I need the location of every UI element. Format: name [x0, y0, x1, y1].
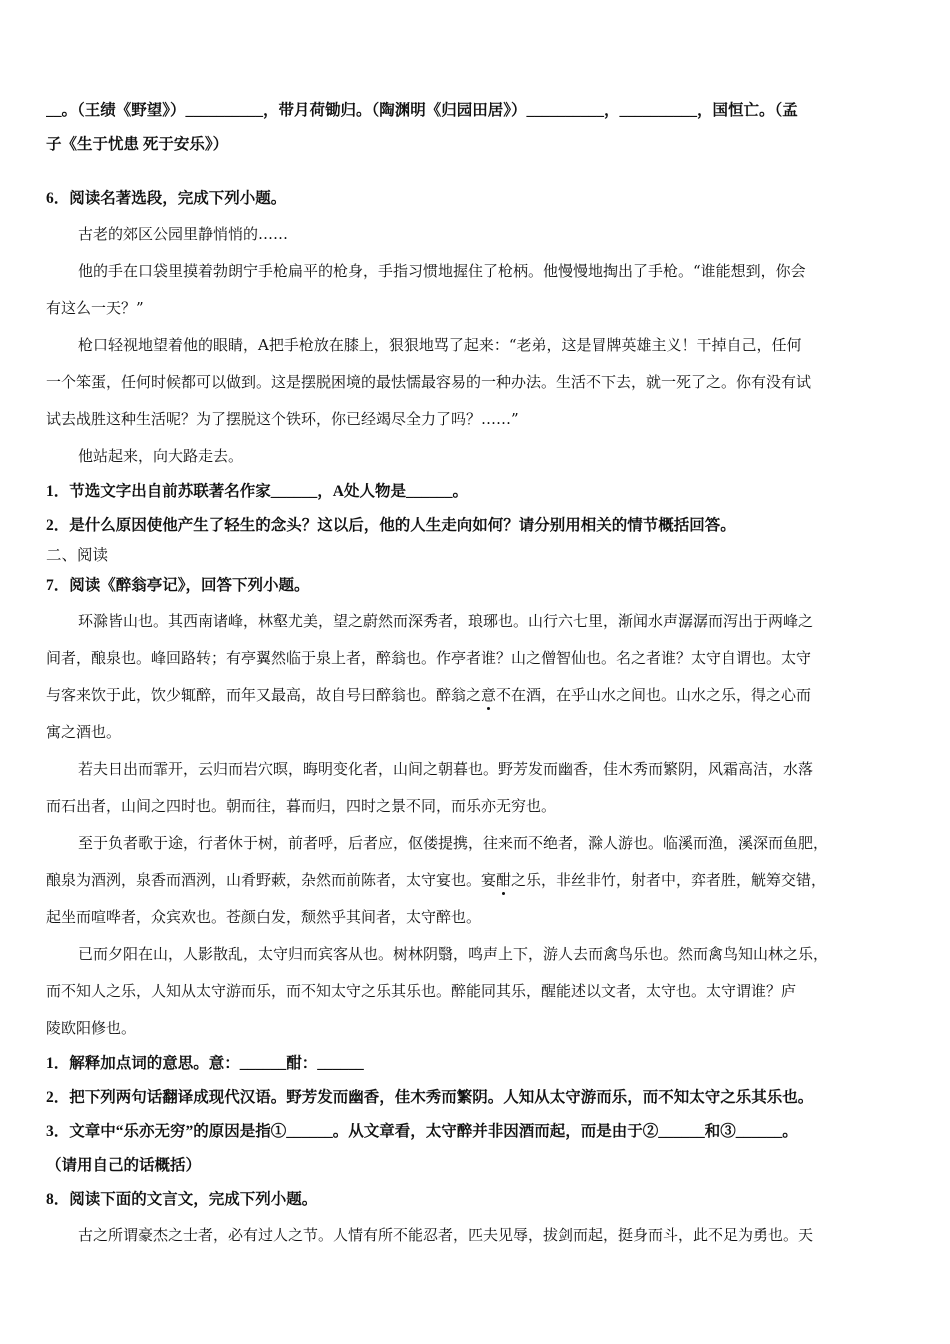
dotted-word-yi: 意 [481, 686, 497, 704]
q7-subquestion-1: 1．解释加点词的意思。意：______酣：______ [46, 1055, 364, 1072]
q6-subquestion-2: 2．是什么原因使他产生了轻生的念头？这以后，他的人生走向如何？请分别用相关的情节概括回答。 [46, 517, 736, 534]
q6-paragraph-2-line-1: 他的手在口袋里摸着勃朗宁手枪扁平的枪身，手指习惯地握住了枪柄。他慢慢地掏出了手枪。“谁能想到，你会 [78, 262, 806, 280]
text-segment: 之乐，非丝非竹，射者中，弈者胜，觥筹交错， [511, 871, 827, 889]
document-page [46, 94, 904, 1254]
q7-paragraph-1-line-4: 寓之酒也。 [46, 723, 122, 741]
question-7-heading: 7．阅读《醉翁亭记》，回答下列小题。 [46, 577, 310, 594]
q7-paragraph-4-line-1: 已而夕阳在山，人影散乱，太守归而宾客从也。树林阴翳，鸣声上下，游人去而禽鸟乐也。然而禽鸟知山林之乐， [78, 945, 829, 963]
q7-paragraph-3-line-3: 起坐而喧哗者，众宾欢也。苍颜白发，颓然乎其间者，太守醉也。 [46, 908, 482, 926]
q6-paragraph-1: 古老的郊区公园里静悄悄的…… [78, 225, 289, 243]
q6-paragraph-3-line-2: 一个笨蛋，任何时候都可以做到。这是摆脱困境的最怯懦最容易的一种办法。生活不下去，就一死了之。你有没有试 [46, 373, 812, 391]
q7-paragraph-2-line-2: 而石出者，山间之四时也。朝而往，暮而归，四时之景不同，而乐亦无穷也。 [46, 797, 557, 815]
fill-blank-line-1: __。（王绩《野望》）__________，带月荷锄归。（陶渊明《归园田居》）__________，__________，国恒亡。（孟 [46, 102, 798, 119]
question-8-heading: 8．阅读下面的文言文，完成下列小题。 [46, 1191, 318, 1208]
q7-paragraph-1-line-2: 间者，酿泉也。峰回路转；有亭翼然临于泉上者，醉翁也。作亭者谁？山之僧智仙也。名之者谁？太守自谓也。太守 [46, 649, 812, 667]
text-segment: 酿泉为酒洌，泉香而酒洌，山肴野蔌，杂然而前陈者，太守宴也。宴 [46, 871, 497, 889]
q6-subquestion-1: 1．节选文字出自前苏联著名作家______，A处人物是______。 [46, 483, 468, 500]
fill-blank-line-2: 子《生于忧患 死于安乐》） [46, 136, 229, 153]
q6-paragraph-3-line-1: 枪口轻视地望着他的眼睛，A把手枪放在膝上，狠狠地骂了起来：“老弟，这是冒牌英雄主义！干掉自己，任何 [78, 336, 802, 354]
text-segment: 与客来饮于此，饮少辄醉，而年又最高，故自号曰醉翁也。醉翁之 [46, 686, 482, 704]
q7-subquestion-3-note: （请用自己的话概括） [46, 1157, 202, 1174]
q7-paragraph-2-line-1: 若夫日出而霏开，云归而岩穴暝，晦明变化者，山间之朝暮也。野芳发而幽香，佳木秀而繁阴，风霜高洁，水落 [78, 760, 814, 778]
q7-subquestion-3: 3．文章中“乐亦无穷”的原因是指①______。从文章看，太守醉并非因酒而起，而是由于②______和③______。 [46, 1123, 798, 1140]
dotted-word-han: 酣 [496, 871, 512, 889]
q7-paragraph-3-line-2 [46, 862, 904, 899]
q6-paragraph-4: 他站起来，向大路走去。 [78, 447, 244, 465]
q7-paragraph-4-line-3: 陵欧阳修也。 [46, 1019, 137, 1037]
section-heading-reading: 二、阅读 [46, 547, 109, 564]
q6-paragraph-2-line-2: 有这么一天？” [46, 299, 144, 317]
q7-paragraph-1-line-1: 环滁皆山也。其西南诸峰，林壑尤美，望之蔚然而深秀者，琅琊也。山行六七里，渐闻水声潺潺而泻出于两峰之 [78, 612, 814, 630]
q7-paragraph-4-line-2: 而不知人之乐，人知从太守游而乐，而不知太守之乐其乐也。醉能同其乐，醒能述以文者，太守也。太守谓谁？庐 [46, 982, 797, 1000]
q6-paragraph-3-line-3: 试去战胜这种生活呢？为了摆脱这个铁环，你已经竭尽全力了吗？……” [46, 410, 519, 428]
text-segment: 不在酒，在乎山水之间也。山水之乐，得之心而 [496, 686, 812, 704]
spacer [46, 162, 904, 182]
q7-paragraph-3-line-1: 至于负者歌于途，行者休于树，前者呼，后者应，伛偻提携，往来而不绝者，滁人游也。临溪而渔，溪深而鱼肥， [78, 834, 829, 852]
q8-paragraph-1: 古之所谓豪杰之士者，必有过人之节。人情有所不能忍者，匹夫见辱，拔剑而起，挺身而斗，此不足为勇也。天 [78, 1226, 814, 1244]
q7-subquestion-2: 2．把下列两句话翻译成现代汉语。野芳发而幽香，佳木秀而繁阴。人知从太守游而乐，而不知太守之乐其乐也。 [46, 1089, 814, 1106]
question-6-heading: 6．阅读名著选段，完成下列小题。 [46, 190, 287, 207]
q7-paragraph-1-line-3 [46, 677, 904, 714]
